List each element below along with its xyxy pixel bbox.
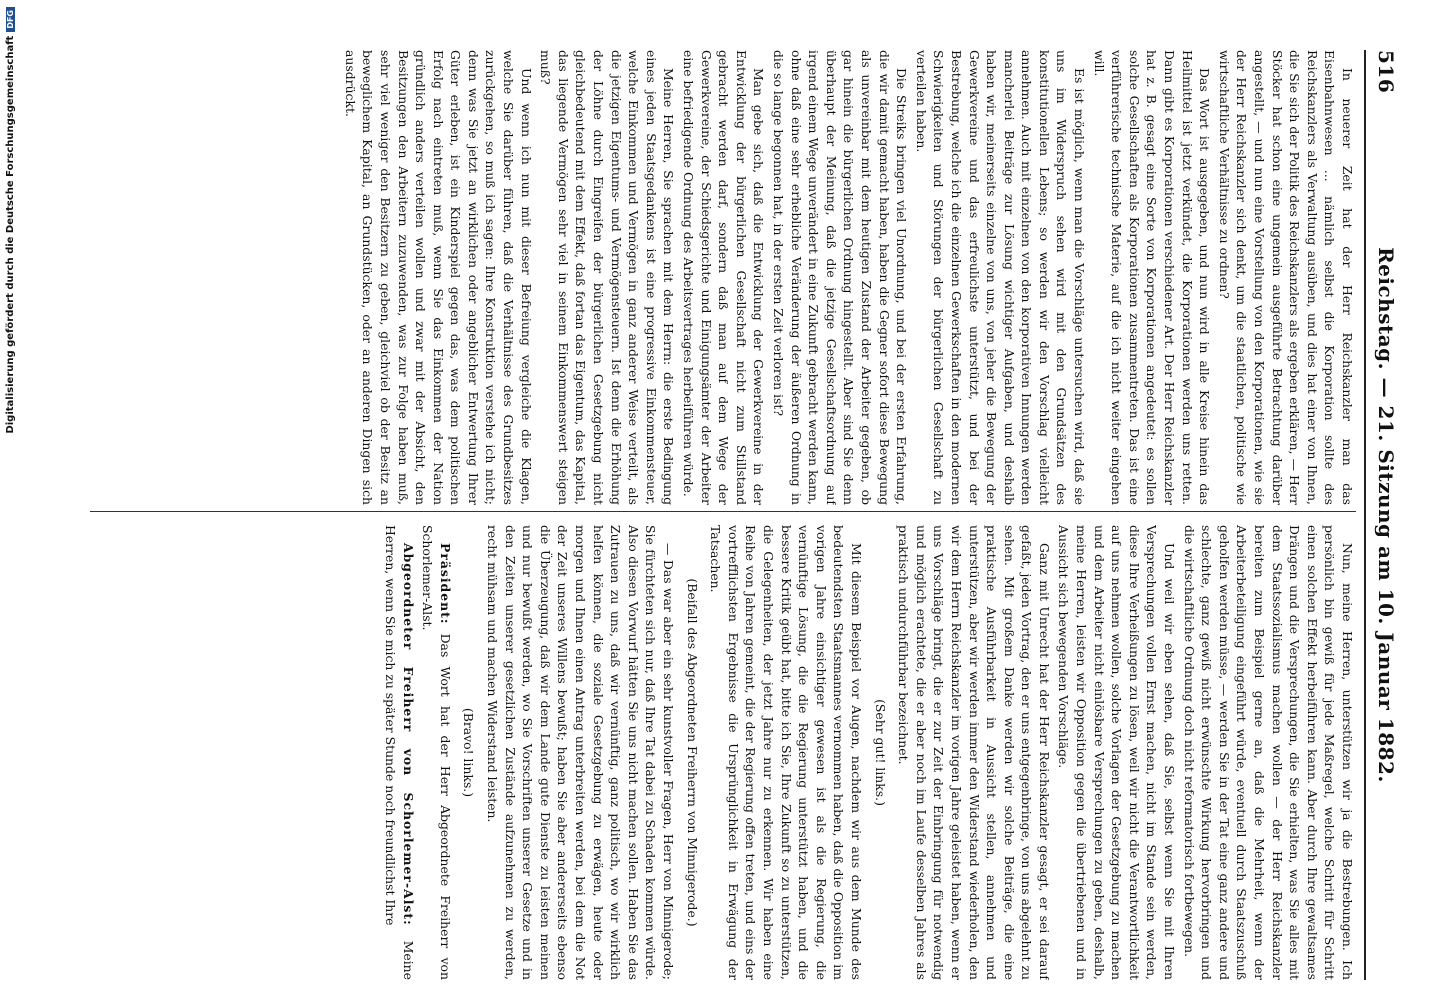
paragraph: Das Wort ist ausgegeben, und nun wird in alle Kreise hinein das Heilmittel ist jetzt verkündet, die Korporationen werden uns retten. Dann gibt es Korporationen verschiedener Art. Der Herr Reichskanzler hat z. B. gesagt eine Sorte von Korporationen angedeutet: es sollen solche Gesellschaften als Korporationen zusammentreten. Das ist eine verführerische technische Materie, auf die ich nicht weiter eingehen will. [1091,50,1213,505]
session-title: Reichstag. — 21. Sitzung am 10. Januar 1882. [1374,247,1398,783]
paragraph: Mit diesem Beispiel vor Augen, nachdem wir aus dem Munde des bedeutendsten Staatsmannes vernommen haben, daß die Opposition im vorigen Jahre einsichtiger gewesen ist als die Regierung, die vernünftige Lösung, die die Regierung unterstützt haben, und die bessere Kritik geübt hat, bitte ich Sie, Ihre Zukunft so zu unterstützen, die Gelegenheiten, der jetzt Jahre nur zu erkennen. Wir haben eine Reihe von Jahren gemeint, die der Regierung offen treten, und eins der vortrefflichsten Ergebnisse die Ursprünglichkeit in Erwägung der Tatsachen. [708,525,864,980]
paragraph: Meine Herren, Sie sprachen mit dem Herrn: die erste Bedingung eines jeden Staatsgedankens ist eine progressive Einkommensteuer, welche Einkommen und Vermögen in ganz anderer Weise verteilt, als die jetzigen Eigentums- und Vermögensteuern. Ist denn die Erhöhung der Löhne durch Eingreifen der bürgerlichen Gesetzgebung nicht gleichbedeutend mit dem Effekt, daß fortan das Eigentum, das Kapital, das liegende Vermögen sehr viel in seinem Einkommenswert steigen muß? [538,50,677,505]
paragraph: Und wenn ich nun mit dieser Befreiung vergleiche die Klagen, welche Sie darüber führen, daß die Verhältnisse des Grundbesitzes zurückgehen, so muß ich sagen: Ihre Konstruktion verstehe ich nicht; denn was Sie jetzt an wirklichen oder angeblicher Entwertung Ihrer Güter erleben, ist ein Kinderspiel gegen das, was dem politischen Erfolg nach eintreten muß, wenn Sie das Einkommen der Nation gründlich anders verteilen wollen und zwar mit der Absicht, den Besitzungen den Arbeitern zuzuwenden, was zur Folge haben muß, sehr viel weniger den Besitzern zu geben, gleichviel ob der Besitz an beweglichem Kapital, an Grundstücken, oder an anderen Dingen sich ausdrückt. [342,50,534,505]
speaker-statement [382,525,417,980]
interjection: (Bravo! links.) [461,707,477,798]
president-statement [419,525,454,980]
credit-text: Digitalisierung gefördert durch die Deutsche Forschungsgemeinschaft [5,35,16,434]
paragraph: Und weil wir eben sehen, daß Sie, selbst wenn Sie mit Ihren Versprechungen vollen Ernst machen, nicht im Stande sein werden, diese Ihre Verheißungen zu lösen, weil wir nicht die Verantwortlichkeit auf uns nehmen wollen, solche Vorlagen der Gesetzgebung zu machen und dem Arbeiter nicht einlösbare Versprechungen zu geben, deshalb, meine Herren, leisten wir Opposition gegen die übertriebenen und in Aussicht sich bewegenden Vorschläge. [1056,525,1178,980]
header-rule [1364,50,1366,980]
speaker-label: Abgeordneter Freiherr von Schorlemer-Alst: [400,543,416,926]
column-divider [90,511,1356,512]
president-label: Präsident: [437,543,453,625]
paragraph: — Das war aber ein sehr kunstvoller Fragen, Herr von Minnigerode; Sie fürchteten sich nur, daß Ihre Tat dabei zu Schaden kommen würde. Also diesen Vorwurf hätten Sie uns nicht machen sollen. Haben Sie das Zutrauen zu uns, daß wir vernünftig, ganz politisch, wo wir wirklich helfen können, die soziale Gesetzgebung zu erwägen, heute oder morgen und Ihnen einen Antrag unterbreiten werden, bei dem die Not der Zeit unseres Willens bewußt; haben Sie aber andererseits ebenso die Überzeugung, daß wir dem Lande gute Dienste zu leisten meinen und nur bewußt werden, wo Sie Vorschriften unserer Gesetze und in den Zeiten unserer gesetzlichen Zustände aufzunehmen zu werden, recht mühsam und machen Widerstand leisten. [485,525,677,980]
right-column [90,525,1356,980]
digitization-credit-strip [2,0,16,1000]
dfg-logo: DFG [6,7,15,32]
digitization-credit [5,7,16,987]
interjection: (Beifall des Abgeordneten Freiherrn von Minnigerode.) [684,578,700,927]
paragraph: Ganz mit Unrecht hat der Herr Reichskanzler gesagt, er sei darauf gefaßt, jeden Vortrag, den er uns entgegenbringe, von uns abgelehnt zu sehen. Mit großem Danke werden wir solche Beiträge, die eine praktische Ausführbarkeit in Aussicht stellen, annehmen und unterstützen, aber wir werden immer den Widerstand wiederholen, den wir dem Herrn Reichskanzler im vorigen Jahre geleistet haben, wenn er uns Vorschläge bringt, die er zur Zeit der Einbringung für notwendig und möglich erachtete, die er aber noch im Laufe desselben Jahres als praktisch undurchführbar bezeichnet. [896,525,1052,980]
paragraph: Nun, meine Herren, unterstützen wir ja die Bestrebungen. Ich persönlich bin gewiß für jede Maßregel, welche Schritt für Schritt einen solchen Effekt herbeiführen kann. Aber durch Ihre gewaltsames Drängen und die Versprechungen, die Sie erhielten, was Sie alles mit dem Staatssozialismus machen wollen — der Herr Reichskanzler bereiten zum Beispiel gerne an, daß die Mehrheit, wenn der Arbeiterbeteiligung eingeführt würde, eventuell durch Staatszuschuß geholfen werden müsse, — werden Sie in der Tat eine ganz andere und schlechte, ganz gewiß nicht erwünschte Wirkung hervorbringen und die wirtschaftliche Ordnung doch nicht reformatorisch fortbewegen. [1181,525,1355,980]
text-columns [90,50,1356,980]
paragraph: Es ist möglich, wenn man die Vorschläge untersuchen wird, daß sie uns im Widerspruch sehen wird mit den Grundsätzen des konstitutionellen Lebens; so werden wir den Vorschlag vielleicht annehmen. Auch mit einzelnen von den korporativen Innungen werden mancherlei Beiträge zur Lösung wichtiger Aufgaben, und deshalb haben wir, meinerseits einzelne von uns, von jeher die Bewegung der Gewerkvereine und das erfreulichste unterstützt, und bei der Bestrebung, welche ich die einzelnen Gewerkschaften in den modernen Schwierigkeiten und Störungen der bürgerlichen Gesellschaft zu verteilen haben. [913,50,1088,505]
president-text: Das Wort hat der Herr Abgeordnete Freiherr von Schorlemer-Alst. [420,525,453,980]
page-number: 516 [1374,50,1398,94]
page-header [1368,50,1402,980]
paragraph: Die Streiks bringen viel Unordnung, und bei der ersten Erfahrung, die wir damit gemacht haben, haben die Gegner sofort diese Bewegung als unvereinbar mit dem heutigen Zustand der Arbeiter gegeben, ob gar hinein die bürgerlichen Ordnung hingestellt. Aber sind Sie denn überhaupt der Meinung, daß die jetzige Gesellschaftsordnung auf irgend einem Wege unverändert in eine Zukunft gebracht werden kann, ohne daß eine sehr erhebliche Veränderung der äußeren Ordnung in die so lange begonnen hat, in der ersten Zeit verloren ist? [771,50,910,505]
rotated-page-content [80,40,1410,990]
speaker-text: Meine Herren, wenn Sie mich zu später Stunde noch freundlichst Ihre [383,525,416,980]
paragraph: In neuerer Zeit hat der Herr Reichskanzler man das Eisenbahnwesen ... nämlich selbst die Korporation sollte des Reichskanzlers als Verwaltung ausüben, und dies hat einer von Ihnen, die Sie sich der Politik des Reichskanzlers als ergeben erklären, — Herr Stöcker hat schon eine ungemein ausgeführte Betrachtung darüber angestellt, — und nun eine Vorstellung von den Korporationen, wie sie der Herr Reichskanzler sich denkt, um die staatlichen, politische wie wirtschaftliche Verhältnisse zu ordnen? [1216,50,1355,505]
left-column [90,50,1356,505]
interjection: (Sehr gut! links.) [872,699,888,806]
paragraph: Man gebe sich, daß die Entwicklung der Gewerkvereine in der Entwicklung der bürgerlichen Gesellschaft nicht zum Stillstand gebracht werden darf, sondern daß man auf dem Wege der Gewerkvereine, der Schiedsgerichte und Einigungsämter der Arbeiter eine befriedigende Ordnung des Arbeitsvertrages herbeiführen würde. [681,50,767,505]
